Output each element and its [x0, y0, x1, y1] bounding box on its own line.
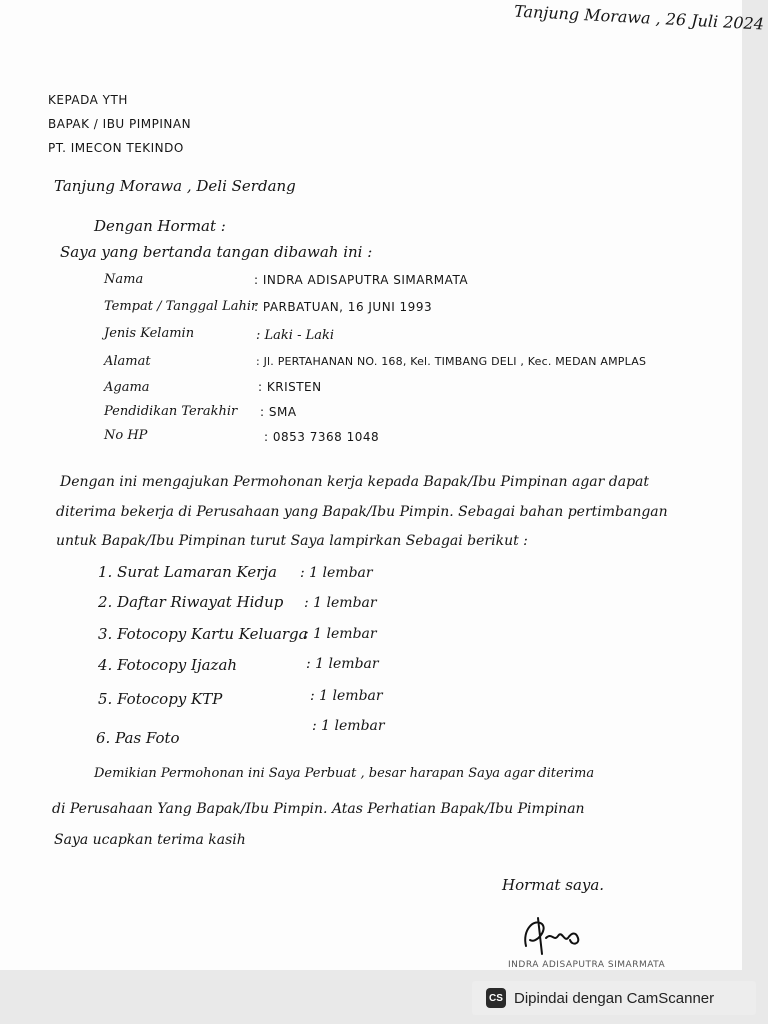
- recipient-location: Tanjung Morawa , Deli Serdang: [54, 177, 296, 195]
- field-value-education: : SMA: [260, 405, 297, 419]
- attachment-value-1: : 1 lembar: [300, 565, 373, 581]
- field-value-name: : INDRA ADISAPUTRA SIMARMATA: [254, 273, 469, 287]
- field-value-address: : Jl. PERTAHANAN NO. 168, Kel. TIMBANG DELI , Kec. MEDAN AMPLAS: [256, 355, 647, 368]
- camscanner-icon: CS: [486, 988, 506, 1008]
- attachment-value-5: : 1 lembar: [310, 688, 383, 704]
- recipient-line-3: PT. IMECON TEKINDO: [48, 141, 184, 155]
- attachment-label-6: 6. Pas Foto: [96, 729, 180, 747]
- recipient-line-1: KEPADA YTH: [48, 93, 128, 107]
- field-value-gender: : Laki - Laki: [256, 328, 335, 343]
- body-1-line-3: untuk Bapak/Ibu Pimpinan turut Saya lampirkan Sebagai berikut :: [56, 533, 528, 549]
- field-value-religion: : KRISTEN: [258, 380, 322, 394]
- body-2-line-1: Demikian Permohonan ini Saya Perbuat , besar harapan Saya agar diterima: [94, 766, 595, 781]
- field-value-phone: : 0853 7368 1048: [264, 430, 380, 444]
- body-1-line-2: diterima bekerja di Perusahaan yang Bapak/Ibu Pimpin. Sebagai bahan pertimbangan: [56, 504, 668, 520]
- attachment-label-5: 5. Fotocopy KTP: [98, 690, 223, 708]
- attachment-value-2: : 1 lembar: [304, 595, 377, 611]
- attachment-label-3: 3. Fotocopy Kartu Keluarga: [98, 625, 308, 643]
- attachment-label-2: 2. Daftar Riwayat Hidup: [98, 593, 284, 611]
- field-label-birth: Tempat / Tanggal Lahir: [104, 299, 258, 314]
- recipient-line-2: BAPAK / IBU PIMPINAN: [48, 117, 192, 131]
- attachment-label-4: 4. Fotocopy Ijazah: [98, 656, 238, 674]
- field-label-religion: Agama: [104, 380, 150, 395]
- field-label-name: Nama: [104, 272, 144, 287]
- field-value-birth: : PARBATUAN, 16 JUNI 1993: [254, 300, 433, 314]
- attachment-value-3: : 1 lembar: [304, 626, 377, 642]
- camscanner-text: Dipindai dengan CamScanner: [514, 989, 715, 1007]
- field-label-education: Pendidikan Terakhir: [104, 404, 238, 419]
- signature-image: [512, 910, 602, 960]
- field-label-gender: Jenis Kelamin: [104, 326, 195, 341]
- signer-name: INDRA ADISAPUTRA SIMARMATA: [508, 960, 666, 970]
- field-label-phone: No HP: [104, 428, 148, 443]
- attachment-value-6: : 1 lembar: [312, 718, 385, 734]
- field-label-address: Alamat: [104, 354, 151, 369]
- attachment-value-4: : 1 lembar: [306, 656, 379, 672]
- body-1-line-1: Dengan ini mengajukan Permohonan kerja kepada Bapak/Ibu Pimpinan agar dapat: [60, 474, 650, 490]
- intro-line: Saya yang bertanda tangan dibawah ini :: [60, 243, 373, 261]
- place-date: Tanjung Morawa , 26 Juli 2024: [513, 1, 765, 34]
- body-2-line-2: di Perusahaan Yang Bapak/Ibu Pimpin. Atas Perhatian Bapak/Ibu Pimpinan: [52, 801, 585, 817]
- salutation: Dengan Hormat :: [94, 217, 226, 235]
- body-2-line-3: Saya ucapkan terima kasih: [54, 832, 246, 848]
- attachment-label-1: 1. Surat Lamaran Kerja: [98, 563, 277, 581]
- camscanner-badge: [472, 981, 756, 1015]
- closing: Hormat saya.: [502, 876, 605, 894]
